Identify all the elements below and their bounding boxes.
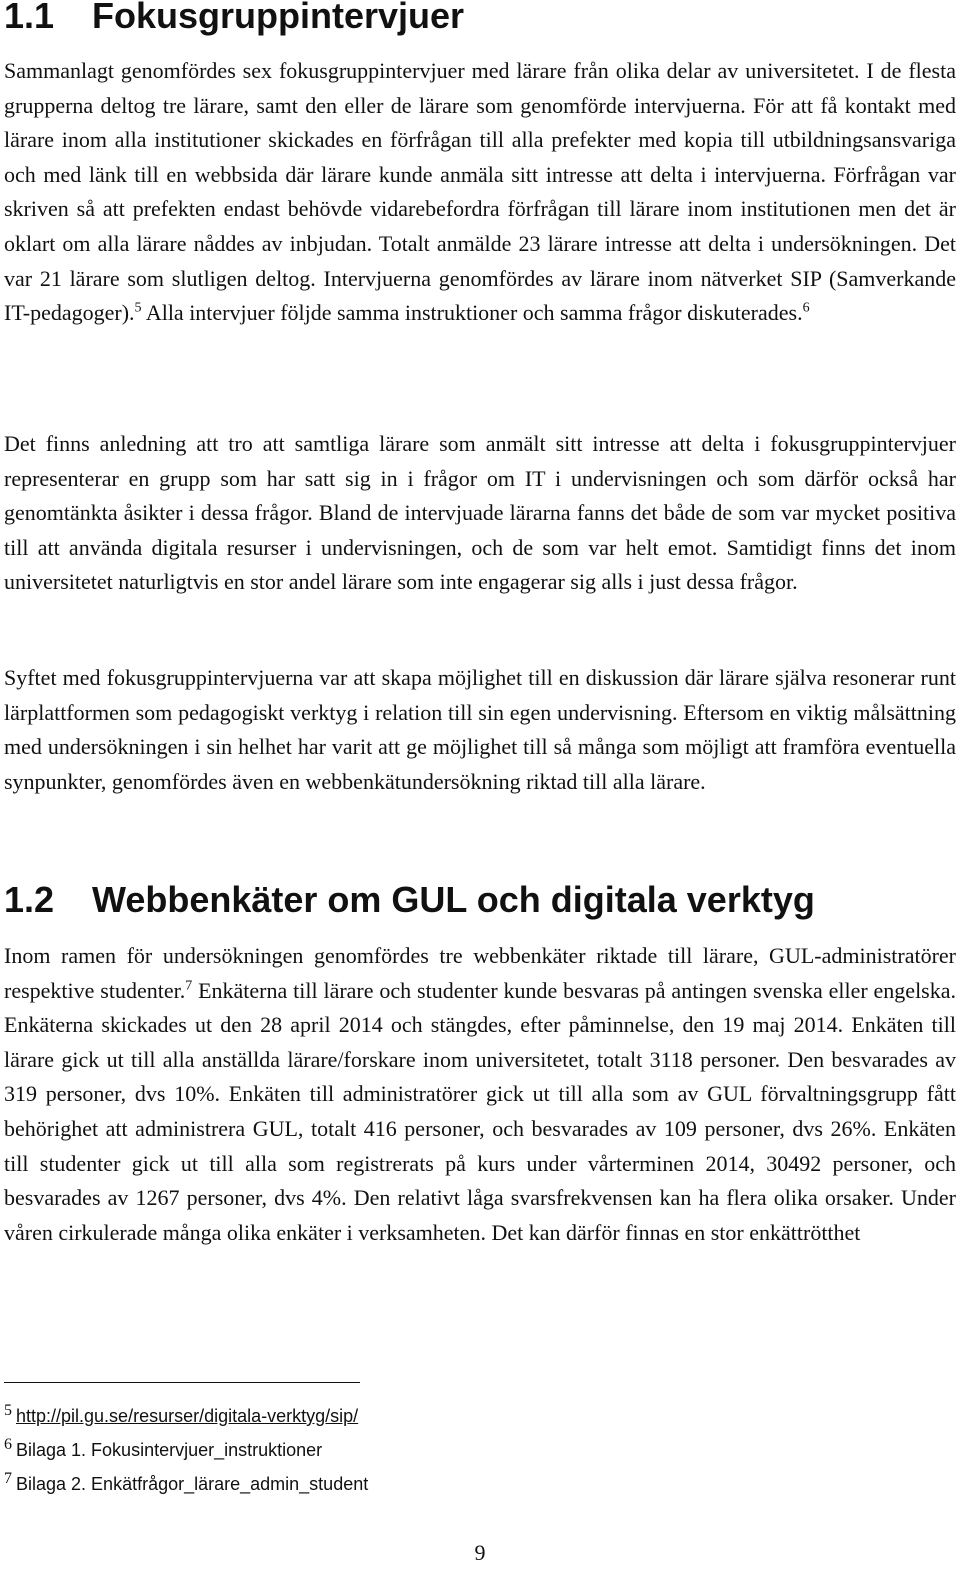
paragraph-1: Sammanlagt genomfördes sex fokusgruppintervjuer med lärare från olika delar av universitetet. I de flesta grupperna deltog tre lärare, samt den eller de lärare som genomförde intervjuerna. För att få kontakt med lärare inom alla institutioner skickades en förfrågan till alla prefekter med kopia till utbildningsansvariga och med länk till en webbsida där lärare kunde anmäla sitt intresse att delta i intervjuerna. Förfrågan var skriven så att prefekten endast behövde vidarebefordra förfrågan till lärare inom institutionen men det är oklart om alla lärare nåddes av inbjudan. Totalt anmälde 23 lärare intresse att delta i undersökningen. Det var 21 lärare som slutligen deltog. Intervjuerna genomfördes av lärare inom nätverket SIP (Samverkande IT-pedagoger).$^5$ Alla intervjuer följde samma instruktioner och samma frågor diskuterades.$^6$	[4, 58, 956, 326]
footnote-ref-6[interactable]: 6	[802, 300, 810, 316]
footnote-mark: 7	[4, 1470, 12, 1487]
paragraph-4: Inom ramen för undersökningen genomfördes tre webbenkäter riktade till lärare, GUL-administratörer respektive studenter.$^7$ Enkäterna till lärare och studenter kunde besvaras på antingen svenska eller engelska. Enkäterna skickades ut den 28 april 2014 och stängdes, efter påminnelse, den 19 maj 2014. Enkäten till lärare gick ut till alla anställda lärare/forskare inom universitetet, totalt 3118 personer. Den besvarades av 319 personer, dvs 10%. Enkäten till administratörer gick ut till alla som av GUL förvaltningsgrupp fått behörighet att administrera GUL, totalt 416 personer, och besvarades av 109 personer, dvs 26%. Enkäten till studenter gick ut till alla som registrerats på kurs under vårterminen 2014, 30492 personer, och besvarades av 1267 personer, dvs 4%. Den relativt låga svarsfrekvensen kan ha flera olika orsaker. Under våren cirkulerade många olika enkäter i verksamheten. Det kan därför finnas en stor enkättrötthet	[4, 943, 957, 1245]
footnote-6	[4, 1434, 322, 1461]
section-number: 1.2	[4, 879, 55, 920]
footnote-mark: 5	[4, 1402, 12, 1419]
section-heading-1-1	[4, 0, 464, 36]
section-heading-1-2	[4, 880, 815, 920]
footnote-ref-7[interactable]: 7	[185, 978, 193, 994]
footnote-ref-5[interactable]: 5	[134, 300, 142, 316]
footnote-mark: 6	[4, 1436, 12, 1453]
footnote-text: Bilaga 1. Fokusintervjuer_instruktioner	[16, 1440, 323, 1460]
section-title: Fokusgruppintervjuer	[92, 0, 465, 36]
paragraph-2: Det finns anledning att tro att samtliga lärare som anmält sitt intresse att delta i fokusgruppintervjuer representerar en grupp som har satt sig in i frågor om IT i undervisningen och som därför också har genomtänkta åsikter i dessa frågor. Bland de intervjuade lärarna fanns det både de som var mycket positiva till att använda digitala resurser i undervisningen, och de som var helt emot. Samtidigt finns det inom universitetet naturligtvis en stor andel lärare som inte engagerar sig alls i just dessa frågor.	[4, 431, 956, 595]
footnote-5	[4, 1400, 358, 1427]
section-number: 1.1	[4, 0, 55, 36]
footnote-7	[4, 1468, 368, 1495]
page-number: 9	[474, 1540, 486, 1565]
paragraph-3: Syftet med fokusgruppintervjuerna var att skapa möjlighet till en diskussion där lärare själva resonerar runt lärplattformen som pedagogiskt verktyg i relation till sin egen undervisning. Eftersom en viktig målsättning med undersökningen i sin helhet har varit att ge möjlighet till så många som möjligt att framföra eventuella synpunkter, genomfördes även en webbenkätundersökning riktad till alla lärare.	[4, 665, 956, 794]
footnote-text: Bilaga 2. Enkätfrågor_lärare_admin_student	[16, 1474, 369, 1494]
section-title: Webbenkäter om GUL och digitala verktyg	[92, 879, 815, 920]
footnote-link[interactable]: http://pil.gu.se/resurser/digitala-verktyg/sip/	[16, 1406, 359, 1426]
footnote-separator	[4, 1382, 360, 1383]
